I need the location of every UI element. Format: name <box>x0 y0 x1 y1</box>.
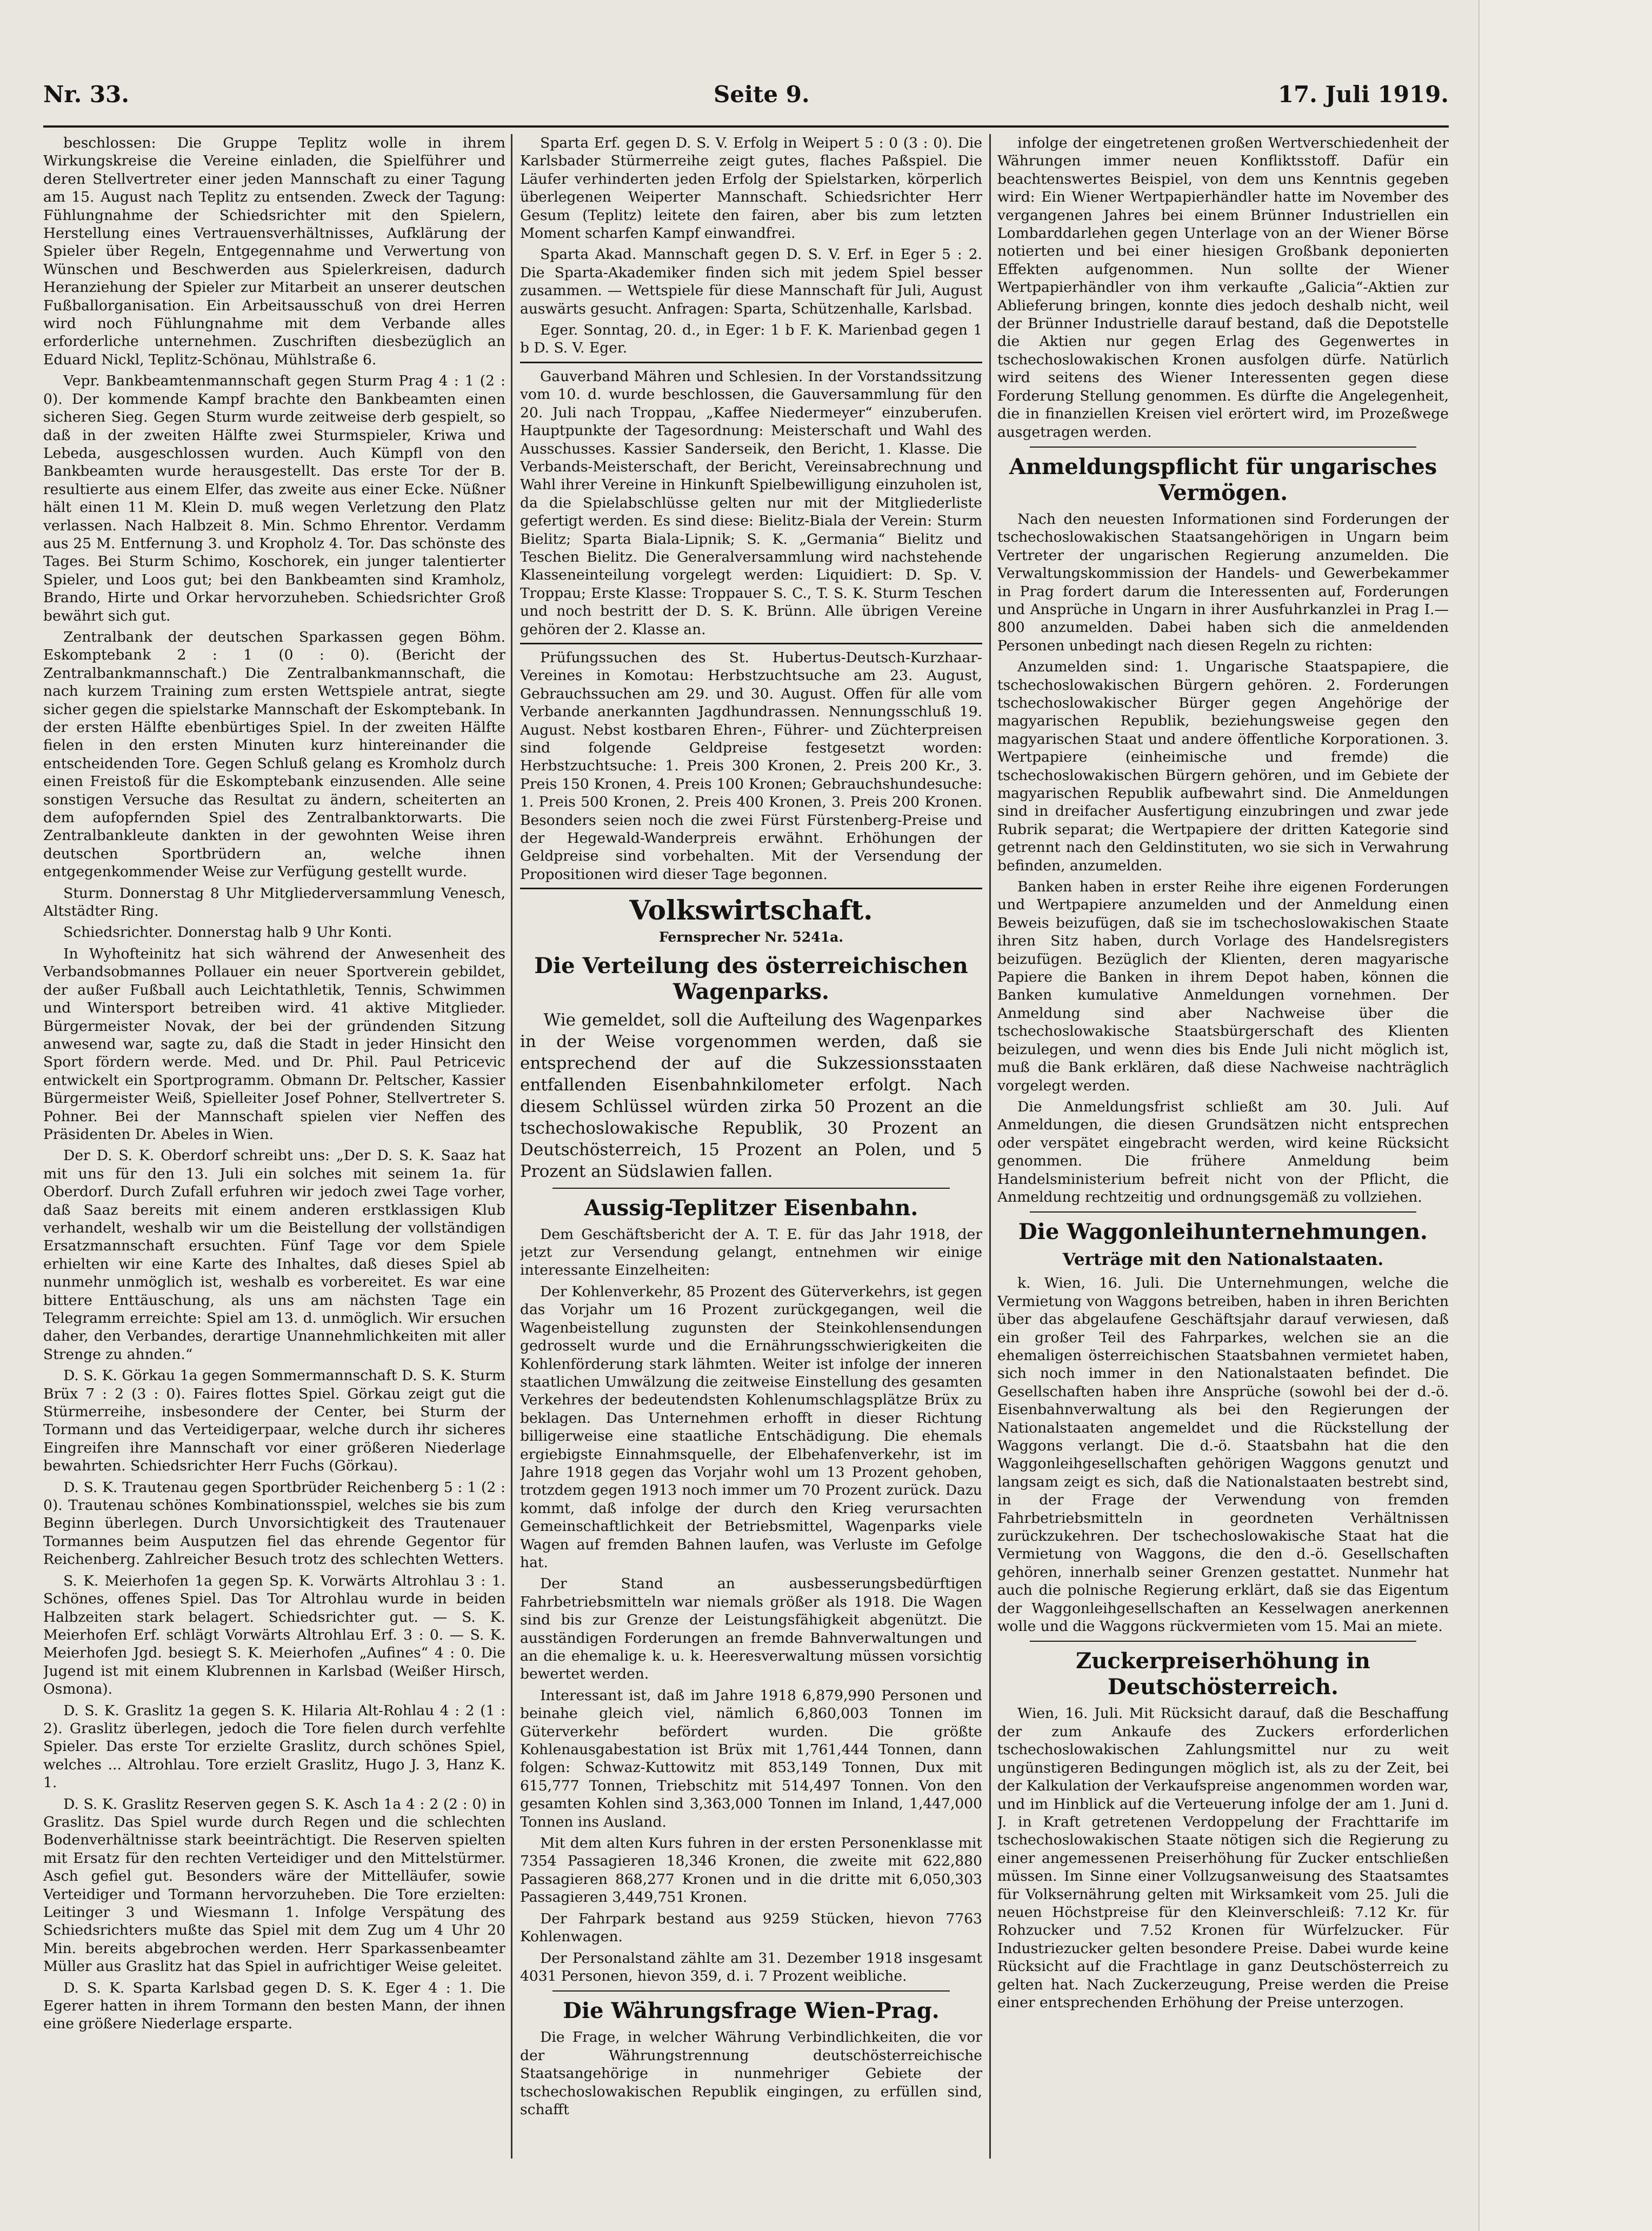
section-rule <box>520 888 982 889</box>
article-paragraph: S. K. Meierhofen 1a gegen Sp. K. Vorwärts Altrohlau 3 : 1. Schönes, offenes Spiel. Das Tor Altrohlau wurde in beiden Halbzeiten stark belagert. Schiedsrichter gut. — S. K. Meierhofen Erf. schlägt Vorwärts Altrohlau Erf. 3 : 0. — S. K. Meierhofen Jgd. besiegt S. K. Meierhofen „Aufines“ 4 : 0. Die Jugend ist mit einem Klubrennen in Karlsbad (Weißer Hirsch, Osmona). <box>43 1572 505 1698</box>
article-paragraph: Anzumelden sind: 1. Ungarische Staatspapiere, die tschechoslowakischen Bürgern gehören. 2. Forderungen tschechoslowakischer Bürger gegen Angehörige der magyarischen Republik, beziehungsweise gegen den magyarischen Staat und andere öffentliche Korporationen. 3. Wertpapiere (einheimische und fremde) die tschechoslowakischen Bürgern gehören, und im Gebiete der magyarischen Republik aufbewahrt sind. Die Anmeldungen sind in dreifacher Ausfertigung einzubringen und zwar jede Rubrik separat; die Wertpapiere der dritten Kategorie sind getrennt nach den Geldinstituten, wo sie sich in Verwahrung befinden, anzumelden. <box>997 658 1449 874</box>
article-paragraph: Nach den neuesten Informationen sind Forderungen der tschechoslowakischen Staatsangehörigen in Ungarn beim Vertreter der ungarischen Regierung anzumelden. Die Verwaltungskommission der Handels- und Gewerbekammer in Prag fordert darum die Interessenten auf, Forderungen und Ansprüche in Ungarn in ihrer Ausfuhrkanzlei in Prag I.—800 anzumelden. Dabei haben sich die anmeldenden Personen unbedingt nach diesen Regeln zu richten: <box>997 510 1449 654</box>
article-paragraph: Dem Geschäftsbericht der A. T. E. für das Jahr 1918, der jetzt zur Versendung gelangt, entnehmen wir einige interessante Einzelheiten: <box>520 1226 982 1279</box>
column-left <box>43 134 505 2159</box>
issue-number: Nr. 33. <box>43 81 129 108</box>
article-headline: Verträge mit den Nationalstaaten. <box>1062 1250 1384 1270</box>
article-headline: Volkswirtschaft. <box>629 894 873 927</box>
article-paragraph: Gauverband Mähren und Schlesien. In der Vorstandssitzung vom 10. d. wurde beschlossen, die Gauversammlung für den 20. Juli nach Troppau, „Kaffee Niedermeyer“ einzuberufen. Hauptpunkte der Tagesordnung: Meisterschaft und Wahl des Ausschusses. Kassier Sanderseik, den Bericht, 1. Klasse. Die Verbands-Meisterschaft, der Bericht, Vereinsabrechnung und Wahl ihrer Vereine in Hinkunft Spielbewilligung einzuholen ist, da die Spielabschlüsse gelten nur mit der Mitgliederliste gefertigt werden. Es sind diese: Bielitz-Biala der Verein: Sturm Bielitz; Sparta Biala-Lipnik; S. K. „Germania“ Bielitz und Teschen Bielitz. Die Generalversammlung wird nachstehende Klasseneinteilung vorgelegt werden: Liquidiert: D. Sp. V. Troppau; Erste Klasse: Troppauer S. C., T. S. K. Sturm Teschen und noch bestritt der D. S. K. Brünn. Alle übrigen Vereine gehören der 2. Klasse an. <box>520 368 982 638</box>
page-edge <box>1478 0 1652 2231</box>
article-paragraph: Banken haben in erster Reihe ihre eigenen Forderungen und Wertpapiere anzumelden und der Anmeldung einen Beweis beizufügen, daß sie im tschechoslowakischen Staate ihren Sitz haben, durch Vorlage des Handelsregisters beizufügen. Bezüglich der Klienten, deren magyarische Papiere die Banken in ihrem Depot haben, können die Banken kumulative Anmeldungen vornehmen. Der Anmeldung sind aber Nachweise über die tschechoslowakische Staatsbürgerschaft des Klienten beizulegen, und wenn dies bis Ende Juli nicht möglich ist, muß die Bank erklären, daß diese Nachweise nachträglich vorgelegt werden. <box>997 878 1449 1094</box>
column-right <box>997 134 1449 2159</box>
article-paragraph: k. Wien, 16. Juli. Die Unternehmungen, welche die Vermietung von Waggons betreiben, haben in ihren Berichten über das abgelaufene Geschäftsjahr darauf verwiesen, daß ein großer Teil des Fahrparkes, welchen sie an die ehemaligen österreichischen Staatsbahnen vermietet haben, sich noch immer in den Nationalstaaten befindet. Die Gesellschaften haben ihre Ansprüche (sowohl bei der d.-ö. Eisenbahnverwaltung als bei den Regierungen der Nationalstaaten angemeldet und die Rückstellung der Waggons verlangt. Die d.-ö. Staatsbahn hat die den Waggonleihgesellschaften gehörigen Waggons genutzt und langsam zeigt es sich, daß die Nationalstaaten bestrebt sind, in der Frage der Verwendung von fremden Fahrbetriebsmitteln in geordneten Verhältnissen zurückzukehren. Der tschechoslowakische Staat hat die Vermietung von Waggons, die den d.-ö. Gesellschaften gehören, innerhalb seiner Grenzen gestattet. Nunmehr hat auch die polnische Regierung erklärt, daß sie das Eigentum der Waggonleihgesellschaften an Kesselwagen anerkennen wolle und die Waggons rückvermieten vom 15. Mai an miete. <box>997 1275 1449 1635</box>
article-paragraph: Der Kohlenverkehr, 85 Prozent des Güterverkehrs, ist gegen das Vorjahr um 16 Prozent zurückgegangen, weil die Wagenbeistellung zugunsten der Steinkohlensendungen gedrosselt wurde und die Ernährungsschwierigkeiten die Kohlenförderung stark lähmten. Weiter ist infolge der inneren staatlichen Umwälzung die zeitweise Einstellung des gesamten Verkehres der bedeutendsten Kohlenumschlagsplätze Brüx zu beklagen. Das Unternehmen erhofft in dieser Richtung billigerweise eine staatliche Entschädigung. Die ehemals ergiebigste Einnahmsquelle, der Elbehafenverkehr, ist im Jahre 1918 gegen das Vorjahr wohl um 13 Prozent gehoben, trotzdem gegen 1913 noch immer um 70 Prozent zurück. Dazu kommt, daß infolge der durch den Krieg verursachten Gemeinschaftlichkeit der Betriebsmittel, Wagenparks viele Wagen auf fremden Bahnen laufen, was Verluste im Gefolge hat. <box>520 1283 982 1571</box>
article-paragraph: Die Frage, in welcher Währung Verbindlichkeiten, die vor der Währungstrennung deutschösterreichische Staatsangehörige in nunmehriger Gebiete der tschechoslowakischen Republik eingingen, zu erfüllen sind, schafft <box>520 2029 982 2118</box>
article-paragraph: Der Stand an ausbesserungsbedürftigen Fahrbetriebsmitteln war niemals größer als 1918. Die Wagen sind bis zur Grenze der Leistungsfähigkeit abgenützt. Die ausständigen Forderungen an fremde Bahnverwaltungen und an die ehemalige k. u. k. Heeresverwaltung müssen vorsichtig bewertet werden. <box>520 1575 982 1683</box>
article-paragraph: Eger. Sonntag, 20. d., in Eger: 1 b F. K. Marienbad gegen 1 b D. S. V. Eger. <box>520 322 982 357</box>
article-paragraph: D. S. K. Graslitz 1a gegen S. K. Hilaria Alt-Rohlau 4 : 2 (1 : 2). Graslitz überlegen, jedoch die Tore fielen durch verfehlte Spieler. Das erste Tor erzielte Graslitz, durch schönes Spiel, welches ... Altrohlau. Tore erzielt Graslitz, Hugo J. 3, Hanz K. 1. <box>43 1702 505 1792</box>
section-rule <box>520 643 982 644</box>
article-paragraph: Zentralbank der deutschen Sparkassen gegen Böhm. Eskomptebank 2 : 1 (0 : 0). (Bericht der Zentralbankmannschaft.) Die Zentralbankmannschaft, die nach kurzem Training zum ersten Wettspiele antrat, siegte sicher gegen die spielstarke Mannschaft der Eskomptebank. In der ersten Hälfte ebenbürtiges Spiel. In der zweiten Hälfte fielen in den ersten Minuten kurz hintereinander die entscheidenden Tore. Gegen Schluß gelang es Kromholz durch einen Freistoß für die Eskomptebank einzusenden. Alle seine sonstigen Versuche das Resultat zu ändern, scheiterten an dem aufopfernden Spiel des Zentralbanktorwarts. Die Zentralbankleute dankten in der gewohnten Weise ihren deutschen Sportbrüdern an, welche ihnen entgegenkommender Weise zur Verfügung gestellt wurde. <box>43 628 505 881</box>
article-headline: Die Verteilung des österreichischen Wagenparks. <box>534 953 968 1004</box>
article-paragraph: Wie gemeldet, soll die Aufteilung des Wagenparkes in der Weise vorgenommen werden, daß sie entsprechend der auf die Sukzessionsstaaten entfallenden Eisenbahnkilometer erfolgt. Nach diesem Schlüssel würden zirka 50 Prozent an die tschechoslowakische Republik, 30 Prozent an Deutschösterreich, 15 Prozent an Polen, und 5 Prozent an Südslawien fallen. <box>520 1010 982 1181</box>
article-paragraph: D. S. K. Trautenau gegen Sportbrüder Reichenberg 5 : 1 (2 : 0). Trautenau schönes Kombinationsspiel, welches sie bis zum Beginn überlegen. Durch Unvorsichtigkeit des Trautenauer Tormannes beim Ausputzen fiel das ehrende Gegentor für Reichenberg. Zahlreicher Besuch trotz des schlechten Wetters. <box>43 1479 505 1568</box>
article-headline: Die Waggonleihunternehmungen. <box>1018 1219 1428 1245</box>
article-paragraph: Der Fahrpark bestand aus 9259 Stücken, hievon 7763 Kohlenwagen. <box>520 1910 982 1946</box>
section-rule <box>1030 1641 1416 1642</box>
article-paragraph: D. S. K. Graslitz Reserven gegen S. K. Asch 1a 4 : 2 (2 : 0) in Graslitz. Das Spiel wurde durch Regen und die schlechten Bodenverhältnisse stark beeinträchtigt. Die Reserven spielten mit Ersatz für den rechten Verteidiger und den Mittelstürmer. Asch gefiel gut. Besonders wäre der Mittelläufer, sowie Verteidiger und Tormann hervorzuheben. Die Tore erzielten: Leitinger 3 und Wiesmann 1. Infolge Verspätung des Schiedsrichters mußte das Spiel mit dem Zug um 4 Uhr 20 Min. bereits abgebrochen werden. Herr Sparkassenbeamter Müller aus Graslitz hat das Spiel in aufrichtiger Weise geleitet. <box>43 1795 505 1975</box>
article-paragraph: Schiedsrichter. Donnerstag halb 9 Uhr Konti. <box>63 924 392 941</box>
column-divider <box>989 134 991 2159</box>
page-number: Seite 9. <box>714 81 810 108</box>
article-paragraph: Prüfungssuchen des St. Hubertus-Deutsch-Kurzhaar-Vereines in Komotau: Herbstzuchtsuche am 23. August, Gebrauchssuchen am 29. und 30. August. Offen für alle vom Verbande anerkannten Jagdhundrassen. Nennungsschluß 19. August. Nebst kostbaren Ehren-, Führer- und Züchterpreisen sind folgende Geldpreise festgesetzt worden: Herbstzuchtsuche: 1. Preis 300 Kronen, 2. Preis 200 Kr., 3. Preis 150 Kronen, 4. Preis 100 Kronen; Gebrauchshundesuche: 1. Preis 500 Kronen, 2. Preis 400 Kronen, 3. Preis 200 Kronen. Besonders seien noch die zwei Fürst Fürstenberg-Preise und der Hegewald-Wanderpreis erwähnt. Erhöhungen der Geldpreise sind vorbehalten. Mit der Versendung der Propositionen wird dieser Tage begonnen. <box>520 649 982 883</box>
article-paragraph: In Wyhofteinitz hat sich während der Anwesenheit des Verbandsobmannes Pollauer ein neuer Sportverein gebildet, der außer Fußball auch Leichtathletik, Tennis, Schwimmen und Wintersport betreiben wird. 41 aktive Mitglieder. Bürgermeister Novak, der bei der gründenden Sitzung anwesend war, sagte zu, daß die Stadt in jeder Hinsicht den Sport fördern werde. Med. und Dr. Phil. Paul Petricevic entwickelt ein Sportprogramm. Obmann Dr. Peltscher, Kassier Bürgermeister Weiß, Spielleiter Josef Pohner, Stellvertreter S. Pohner. Bei der Mannschaft spielen vier Neffen des Präsidenten Dr. Abeles in Wien. <box>43 945 505 1143</box>
article-paragraph: Vepr. Bankbeamtenmannschaft gegen Sturm Prag 4 : 1 (2 : 0). Der kommende Kampf brachte den Bankbeamten einen sicheren Sieg. Gegen Sturm wurde zeitweise derb gespielt, so daß in der zweiten Hälfte zwei Sturmspieler, Kriwa und Lebeda, ausgeschlossen wurden. Auch Kümpfl von den Bankbeamten wurde herausgestellt. Das erste Tor der B. resultierte aus einem Elfer, das zweite aus einer Ecke. Nüßner hält einen 11 M. Klein D. muß wegen Verletzung den Platz verlassen. Nach Halbzeit 8. Min. Schmo Ehrentor. Verdamm aus 25 M. Entfernung 3. und Kropholz 4. Tor. Das schönste des Tages. Bei Sturm Schimo, Koschorek, ein junger talentierter Spieler, und Loos gut; bei den Bankbeamten sind Kramholz, Brando, Hirte und Orkar hervorzuheben. Schiedsrichter Groß bewährt sich gut. <box>43 372 505 624</box>
article-paragraph: infolge der eingetretenen großen Wertverschiedenheit der Währungen immer neuen Konfliktsstoff. Dafür ein beachtenswertes Beispiel, von dem uns Kenntnis gegeben wird: Ein Wiener Wertpapierhändler hatte im November des vergangenen Jahres bei einem Brünner Industriellen ein Lombarddarlehen gegen Unterlage von an der Wiener Börse notierten und bei einer hiesigen Großbank deponierten Effekten aufgenommen. Nun sollte der Wiener Wertpapierhändler von ihm verkaufte „Galicia“-Aktien zur Ablieferung bringen, konnte dies jedoch deshalb nicht, weil der Brünner Industrielle darauf bestand, daß die Depotstelle die Aktien nur gegen Erlag des Gegenwertes in tschechoslowakischen Kronen ausfolgen dürfe. Natürlich wird seitens des Wiener Interessenten gegen diese Forderung Stellung genommen. Es dürfte die Angelegenheit, die in finanziellen Kreisen viel erörtert wird, im Prozeßwege ausgetragen werden. <box>997 135 1449 441</box>
section-rule <box>552 1188 950 1189</box>
article-paragraph: beschlossen: Die Gruppe Teplitz wolle in ihrem Wirkungskreise die Vereine einladen, die Spielführer und deren Stellvertreter einer jeden Mannschaft zu einer Tagung am 15. August nach Teplitz zu entsenden. Zweck der Tagung: Fühlungnahme der Schiedsrichter mit den Spielern, Herstellung eines Vertrauensverhältnisses, Aufklärung der Spieler über Regeln, Entgegennahme und Verwertung von Wünschen und Beschwerden aus Spielerkreisen, dadurch Heranziehung der Spieler zur Mitarbeit an unserer deutschen Fußballorganisation. Ein Arbeitsausschuß von drei Herren wird noch Fühlungnahme mit dem Verbande alles erforderliche unternehmen. Zuschriften diesbezüglich an Eduard Nickl, Teplitz-Schönau, Mühlstraße 6. <box>43 135 505 368</box>
article-headline: Zuckerpreiserhöhung in Deutschösterreich. <box>1076 1648 1370 1700</box>
article-paragraph: Interessant ist, daß im Jahre 1918 6,879,990 Personen und beinahe gleich viel, nämlich 6,860,003 Tonnen im Güterverkehr befördert wurden. Die größte Kohlenausgabestation ist Brüx mit 1,761,444 Tonnen, dann folgen: Schwaz-Kuttowitz mit 853,149 Tonnen, Dux mit 615,777 Tonnen, Triebschitz mit 514,497 Tonnen. Von den gesamten Kohlen sind 3,363,000 Tonnen im Inland, 1,447,000 Tonnen ins Ausland. <box>520 1687 982 1830</box>
article-paragraph: D. S. K. Sparta Karlsbad gegen D. S. K. Eger 4 : 1. Die Egerer hatten in ihrem Tormann den besten Mann, der ihnen eine größere Niederlage ersparte. <box>43 1979 505 2033</box>
article-headline: Fernsprecher Nr. 5241a. <box>658 929 844 945</box>
article-paragraph: Der Personalstand zählte am 31. Dezember 1918 insgesamt 4031 Personen, hievon 359, d. i. 7 Prozent weibliche. <box>520 1949 982 1984</box>
article-headline: Aussig-Teplitzer Eisenbahn. <box>584 1195 918 1221</box>
section-rule <box>552 1990 950 1992</box>
article-paragraph: Die Anmeldungsfrist schließt am 30. Juli. Auf Anmeldungen, die diesen Grundsätzen nicht entsprechen oder verspätet eingebracht werden, wird keine Rücksicht genommen. Die frühere Anmeldung beim Handelsministerium befreit nicht von der Pflicht, die Anmeldung rechtzeitig und ordnungsgemäß zu vollziehen. <box>997 1098 1449 1206</box>
article-paragraph: Sparta Akad. Mannschaft gegen D. S. V. Erf. in Eger 5 : 2. Die Sparta-Akademiker finden sich mit jedem Spiel besser zusammen. — Wettspiele für diese Mannschaft für Juli, August auswärts gesucht. Anfragen: Sparta, Schützenhalle, Karlsbad. <box>520 246 982 317</box>
column-middle <box>520 134 982 2159</box>
article-paragraph: Sturm. Donnerstag 8 Uhr Mitgliederversammlung Venesch, Altstädter Ring. <box>43 884 505 920</box>
issue-date: 17. Juli 1919. <box>1277 81 1449 108</box>
article-paragraph: D. S. K. Görkau 1a gegen Sommermannschaft D. S. K. Sturm Brüx 7 : 2 (3 : 0). Faires flottes Spiel. Görkau zeigt gut die Stürmerreihe, insbesondere der Center, bei Sturm der Tormann und das Verteidigerpaar, welche durch ihr sicheres Eingreifen ihre Mannschaft vor einer größeren Niederlage bewahrten. Schiedsrichter Herr Fuchs (Görkau). <box>43 1367 505 1475</box>
header-rule <box>43 125 1449 128</box>
article-paragraph: Der D. S. K. Oberdorf schreibt uns: „Der D. S. K. Saaz hat mit uns für den 13. Juli ein solches mit seinem 1a. für Oberdorf. Durch Zufall erfuhren wir jedoch zwei Tage vorher, daß Saaz bereits mit einem anderen erstklassigen Klub verhandelt, weshalb wir um die Beistellung der vollständigen Ersatzmannschaft ersuchten. Fünf Tage vor dem Spiele erhielten wir eine Karte des Inhaltes, daß dieses Spiel ab nunmehr unmöglich ist, weshalb es vorbereitet. Es war eine bittere Enttäuschung, als uns am nächsten Tage ein Telegramm erreichte: Spiel am 13. d. unmöglich. Wir ersuchen daher, den Verbandes, derartige Unannehmlichkeiten mit aller Strenge zu ahnden.“ <box>43 1147 505 1363</box>
article-headline: Anmeldungspflicht für ungarisches Vermögen. <box>1009 454 1437 505</box>
section-rule <box>1030 447 1416 448</box>
article-paragraph: Mit dem alten Kurs fuhren in der ersten Personenklasse mit 7354 Passagieren 18,346 Kronen, die zweite mit 622,880 Passagieren 868,277 Kronen und in die dritte mit 6,050,303 Passagieren 3,449,751 Kronen. <box>520 1835 982 1906</box>
column-divider <box>511 134 512 2159</box>
page-header <box>43 81 1449 116</box>
section-rule <box>1030 1211 1416 1213</box>
article-headline: Die Währungsfrage Wien-Prag. <box>563 1998 940 2024</box>
section-rule <box>520 362 982 363</box>
article-paragraph: Wien, 16. Juli. Mit Rücksicht darauf, daß die Beschaffung der zum Ankaufe des Zuckers erforderlichen tschechoslowakischen Zahlungsmittel nur zu weit ungünstigeren Bedingungen möglich ist, als zu der Zeit, bei der Kalkulation der Verkaufspreise angenommen worden war, und im Hinblick auf die Verteuerung infolge der am 1. Juni d. J. in Kraft getretenen Verdoppelung der Frachttarife im tschechoslowakischen Staate nötigen sich die Regierung zu einer angemessenen Preiserhöhung für Zucker entschließen müssen. Im Sinne einer Vollzugsanweisung des Staatsamtes für Volksernährung gelten mit Wirksamkeit vom 25. Juli die neuen Höchstpreise für den Kleinverschleiß: 7.12 Kr. für Rohzucker und 7.52 Kronen für Würfelzucker. Für Industriezucker gelten besondere Preise. Dabei wurde keine Rücksicht auf die Frachtlage in ganz Deutschösterreich zu gelten hat. Nach Zuckerzeugung, Preise werden die Preise einer entsprechenden Erhöhung der Preise unterzogen. <box>997 1705 1449 2011</box>
article-paragraph: Sparta Erf. gegen D. S. V. Erfolg in Weipert 5 : 0 (3 : 0). Die Karlsbader Stürmerreihe zeigt gutes, flaches Paßspiel. Die Läufer verhinderten jeden Erfolg der Spielstarken, körperlich überlegenen Weiperter Mannschaft. Schiedsrichter Herr Gesum (Teplitz) leitete den fairen, aber bis zum letzten Moment scharfen Kampf einwandfrei. <box>520 135 982 242</box>
